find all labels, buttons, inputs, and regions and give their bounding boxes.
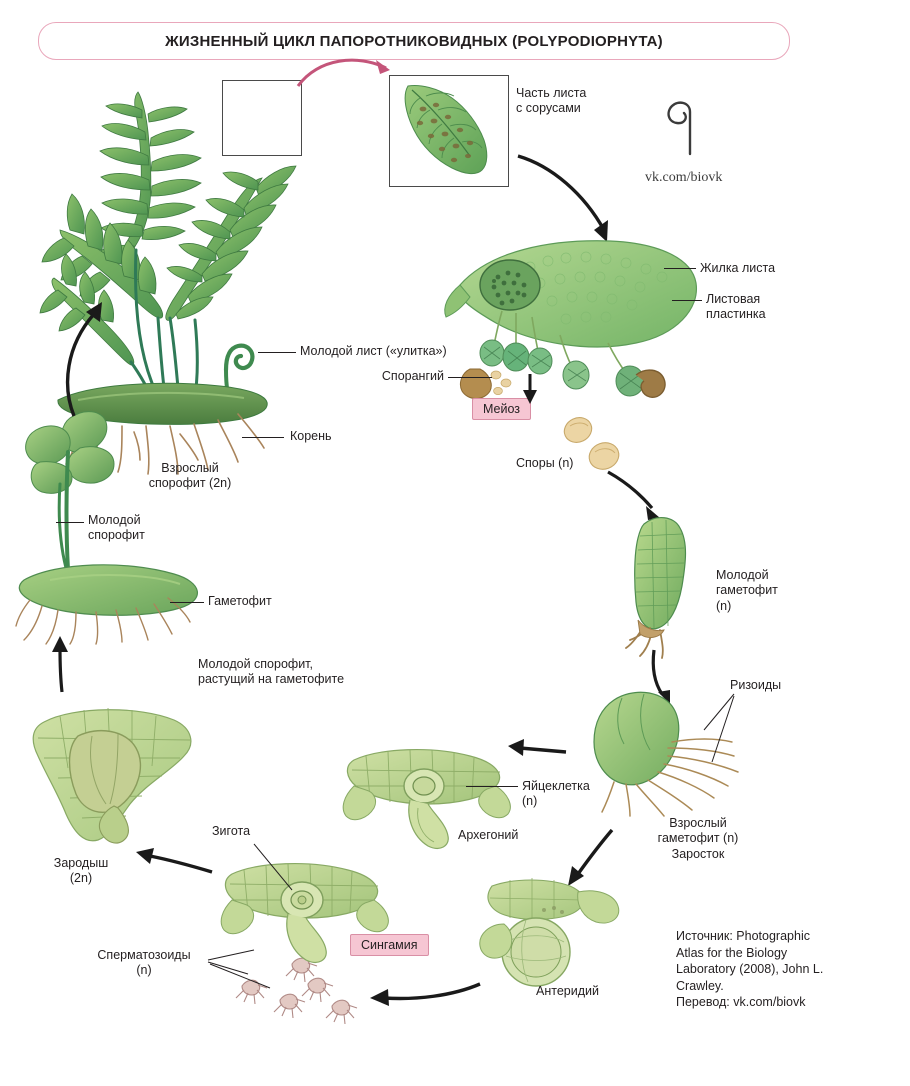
open-sporangium: [460, 369, 511, 399]
leader-rhizoids: [690, 688, 738, 768]
label-young-gametophyte: Молодой гаметофит (n): [716, 568, 778, 613]
arrow-leaf-to-sori: [292, 52, 402, 94]
leader-zygote: [248, 840, 304, 898]
diagram-title-box: [38, 22, 790, 60]
label-sporangium: Спорангий: [381, 369, 444, 383]
label-antheridium: Антеридий: [536, 984, 599, 998]
label-root: Корень: [290, 429, 332, 443]
leader-sporangium: [448, 377, 492, 378]
leader-leaf-blade: [672, 300, 702, 301]
young-gametophyte-illustration: [610, 512, 720, 662]
leader-root: [242, 437, 284, 438]
arrow-sporangium-to-spores: [520, 372, 546, 408]
leader-gametophyte: [170, 602, 204, 603]
label-spermatozoa: Сперматозоиды (n): [97, 948, 191, 978]
label-leaf-blade: Листовая пластинка: [706, 292, 766, 322]
leaf-section-frame: [222, 80, 302, 156]
arrow-young-sporophyte-to-adult: [52, 290, 122, 420]
leaf-cross-section-illustration: [440, 225, 740, 415]
label-gametophyte: Гаметофит: [208, 594, 272, 608]
label-embryo: Зародыш (2n): [53, 856, 109, 886]
label-leaf-part-with-sori: Часть листа с сорусами: [516, 86, 587, 116]
label-adult-sporophyte: Взрослый спорофит (2n): [148, 461, 232, 491]
syngamy-box: Сингамия: [350, 934, 429, 956]
label-rhizoids: Ризоиды: [730, 678, 782, 692]
meiosis-box: Мейоз: [472, 398, 531, 420]
label-spores: Споры (n): [516, 456, 574, 470]
leader-young-sporophyte: [56, 522, 84, 523]
label-young-leaf: Молодой лист («улитка»): [300, 344, 447, 358]
label-archegonium: Архегоний: [458, 828, 519, 842]
label-adult-gametophyte: Взрослый гаметофит (n) Заросток: [657, 816, 739, 861]
label-young-sporophyte-on-gametophyte: Молодой спорофит, растущий на гаметофите: [198, 657, 345, 687]
leader-young-leaf: [258, 352, 296, 353]
label-egg-cell: Яйцеклетка (n): [522, 779, 590, 809]
label-zygote: Зигота: [212, 824, 251, 838]
embryo-illustration: [22, 700, 202, 860]
leaf-with-sori-frame: [389, 75, 509, 187]
source-credit: Источник: Photographic Atlas for the Biology Laboratory (2008), John L. Crawley. Перевод: vk.com/biovk: [676, 929, 824, 1009]
spiral-icon: [660, 96, 716, 158]
watermark-text: vk.com/biovk: [645, 170, 723, 185]
antheridium-illustration: [470, 872, 630, 1002]
leader-leaf-vein: [664, 268, 696, 269]
arrow-antheridium-to-spermatozoa: [356, 972, 484, 1006]
label-leaf-vein: Жилка листа: [700, 261, 776, 275]
page-title: ЖИЗНЕННЫЙ ЦИКЛ ПАПОРОТНИКОВИДНЫХ (POLYPODIOPHYTA): [165, 32, 663, 50]
label-young-sporophyte: Молодой спорофит: [88, 513, 145, 543]
leader-egg-cell: [466, 786, 518, 787]
